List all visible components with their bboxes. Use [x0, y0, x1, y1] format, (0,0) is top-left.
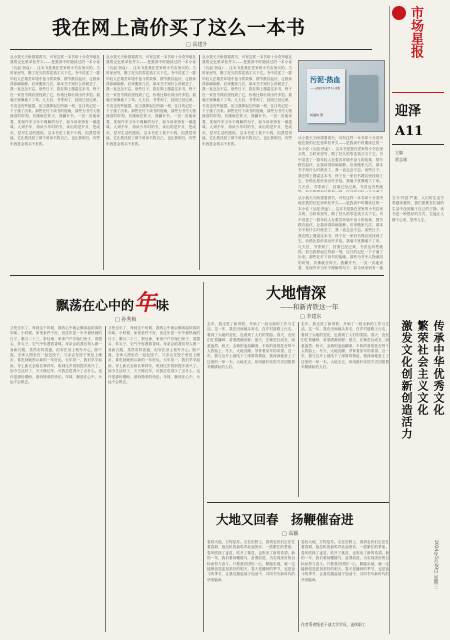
editor-name: 贾志刚 — [395, 157, 407, 162]
book-cover-subtitle: ——全国优秀中学生小说集 — [310, 87, 341, 90]
article1-col1: 从小我天天盼望着看书，可有这样一本书却十分奇突地在我的记忆里牵挂许久——是我高中时期读过的一本小说《污泥·热血》。这本书是我在老家的小书店里买的，当时家里穷，攒了好久的零花钱才买下它。书中讲述了一群年轻人在艰苦环境中奋斗的故事，情节跌宕起伏，让我读得如痴如醉。后来搬家几次，那本书不知什么时候丢了，我一直念念不忘。前些日子，我在网上搜索这本书，终于在一家旧书网店里找到了它，价格比原价高出许多倍。我毫不犹豫地下了单。几天后，书寄到了，封面已经泛黄，书页也有些破损，但当我捧起它的那一刻，往日的记忆一下子涌了出来。那些在灯下读书的夜晚，那些为书中人物流泪的时刻，仿佛就在昨天。我翻开书，一页一页地读着，发现许多当年不理解的句子，如今读来别有一番滋味。人到中年，再读少年时的书，读出的是岁月，是成长，是对生活的感悟。这本书花了我不少钱，但我觉得值。它让我找回了那个爱读书的自己，也让我明白，有些东西是金钱买不来的。 — [10, 55, 100, 146]
page-letter: A — [395, 124, 406, 139]
column-divider — [103, 55, 104, 270]
column-divider — [105, 326, 106, 632]
masthead-char: 市 — [408, 6, 423, 19]
slogan-block — [396, 320, 444, 450]
article2-headline-suffix: 味 — [156, 299, 170, 314]
column-divider — [298, 322, 299, 497]
slogan-line-1: 传承中华优秀文化 — [432, 320, 445, 416]
masthead-logo-icon — [392, 6, 406, 20]
article4-headline: 大地又回春 扬鞭催奋进 — [216, 512, 354, 527]
masthead-char: 场 — [408, 19, 423, 32]
masthead-rule — [392, 92, 444, 93]
book-cover-spine — [307, 69, 345, 123]
column-divider — [203, 282, 204, 632]
column-divider — [298, 540, 299, 632]
article2-col1: 又快过年了，每到这个时候，我的心中就会飘荡起浓浓的年味。小时候，家里条件不好，但过年是一年中最热闹的日子。腊月二十三，祭灶神，家家户户开始扫房子、蒸馒头、炸丸子，空气中弥漫着香味。母亲会给我们每人做一身新衣服，虽然布料普通，但穿在身上格外开心。除夕夜，全家人围坐在一起包饺子，父亲会在饺子里包上硬币，谁吃到就预示新的一年好运。大年初一，我们早早起床，穿上新衣去给长辈拜年，收到压岁钱别提多高兴了。如今生活好了，天天像过年，可我总觉得少了点什么。也许是那份期盼，那份简单的快乐。年味，飘荡在心中，永远不会散去。 — [10, 326, 102, 385]
sidebar-text: 当今'内卷'严重，人们的生活节奏越来越快，我们需要在忙碌的生活中找到属于自己的宁静。读书是一种很好的方式，它能让人静下心来，思考人生。 — [392, 196, 444, 222]
book-cover-title: 污泥·热血 — [310, 75, 341, 84]
article4-signature: 作者系省级老干部大学学员，退休职工 — [301, 622, 366, 627]
article2-byline: □ 孙秀梅 — [115, 317, 137, 323]
editor-label: 主编 — [395, 150, 403, 155]
right-rail-divider — [389, 6, 390, 634]
column-divider — [199, 55, 200, 270]
article1-rule — [10, 49, 372, 50]
book-back — [349, 75, 377, 121]
article4-col2: 春回大地，万物复苏。走在田野上，看到农民们正在忙着春耕，拖拉机的轰鸣声此起彼伏，一派繁忙的景象。春风吹绿了麦苗，吹开了桃花，也吹来了新的希望。新的一年，我们要扬鞭催马，奋勇前进，为实现美好的目标而努力奋斗。只要我们团结一心，脚踏实地，就一定能够创造更加美好的明天。春天是播种的季节，也是奋斗的季节，让我们撸起袖子加油干，共同书写新时代的华美篇章。 — [301, 540, 389, 582]
section-divider — [10, 275, 384, 276]
footer-date: 2024年5月29日 星期三 — [433, 540, 438, 589]
article1-byline: □ 高建升 — [186, 42, 208, 48]
section-name: 迎泽 — [395, 104, 422, 119]
article1-col4: 从小我天天盼望着看书，可有这样一本书却十分奇突地在我的记忆里牵挂许久——是我高中时期读过的一本小说《污泥·热血》。这本书是我在老家的小书店里买的，当时家里穷，攒了好久的零花钱才买下它。书中讲述了一群年轻人在艰苦环境中奋斗的故事，情节跌宕起伏，让我读得如痴如醉。后来搬家几次，那本书不知什么时候丢了，我一直念念不忘。前些日子，我在网上搜索这本书，终于在一家旧书网店里找到了它，价格比原价高出许多倍。我毫不犹豫地下了单。几天后，书寄到了，封面已经泛黄，书页也有些破 — [298, 136, 383, 189]
article4-byline: □ 高颖 — [282, 531, 299, 537]
article1-col2: 从小我天天盼望着看书，可有这样一本书却十分奇突地在我的记忆里牵挂许久——是我高中时期读过的一本小说《污泥·热血》。这本书是我在老家的小书店里买的，当时家里穷，攒了好久的零花钱才买下它。书中讲述了一群年轻人在艰苦环境中奋斗的故事，情节跌宕起伏，让我读得如痴如醉。后来搬家几次，那本书不知什么时候丢了，我一直念念不忘。前些日子，我在网上搜索这本书，终于在一家旧书网店里找到了它，价格比原价高出许多倍。我毫不犹豫地下了单。几天后，书寄到了，封面已经泛黄，书页也有些破损，但当我捧起它的那一刻，往日的记忆一下子涌了出来。那些在灯下读书的夜晚，那些为书中人物流泪的时刻，仿佛就在昨天。我翻开书，一页一页地读着，发现许多当年不理解的句子，如今读来别有一番滋味。人到中年，再读少年时的书，读出的是岁月，是成长，是对生活的感悟。这本书花了我不少钱，但我觉得值。它让我找回了那个爱读书的自己，也让我明白，有些东西是金钱买不来的。 — [106, 55, 196, 146]
article1-col3: 从小我天天盼望着看书，可有这样一本书却十分奇突地在我的记忆里牵挂许久——是我高中时期读过的一本小说《污泥·热血》。这本书是我在老家的小书店里买的，当时家里穷，攒了好久的零花钱才买下它。书中讲述了一群年轻人在艰苦环境中奋斗的故事，情节跌宕起伏，让我读得如痴如醉。后来搬家几次，那本书不知什么时候丢了，我一直念念不忘。前些日子，我在网上搜索这本书，终于在一家旧书网店里找到了它，价格比原价高出许多倍。我毫不犹豫地下了单。几天后，书寄到了，封面已经泛黄，书页也有些破损，但当我捧起它的那一刻，往日的记忆一下子涌了出来。那些在灯下读书的夜晚，那些为书中人物流泪的时刻，仿佛就在昨天。我翻开书，一页一页地读着，发现许多当年不理解的句子，如今读来别有一番滋味。人到中年，再读少年时的书，读出的是岁月，是成长，是对生活的感悟。这本书花了我不少钱，但我觉得值。它让我找回了那个爱读书的自己，也让我明白，有些东西是金钱买不来的。 — [202, 55, 292, 146]
article3-headline: 大地情深 — [266, 284, 327, 302]
article1-col5: 从小我天天盼望着看书，可有这样一本书却十分奇突地在我的记忆里牵挂许久——是我高中时期读过的一本小说《污泥·热血》。这本书是我在老家的小书店里买的，当时家里穷，攒了好久的零花钱才买下它。书中讲述了一群年轻人在艰苦环境中奋斗的故事，情节跌宕起伏，让我读得如痴如醉。后来搬家几次，那本书不知什么时候丢了，我一直念念不忘。前些日子，我在网上搜索这本书，终于在一家旧书网店里找到了它，价格比原价高出许多倍。我毫不犹豫地下了单。几天后，书寄到了，封面已经泛黄，书页也有些破损，但当我捧起它的那一刻，往日的记忆一下子涌了出来。那些在灯下读书的夜晚，那些为书中人物流泪的时刻，仿佛就在昨天。我翻开书，一页一页地读着，发现许多当年不理解的句子，如今读来别有一番 — [298, 196, 383, 270]
article3-subtitle: ——和新青铁这一年 — [280, 303, 339, 311]
masthead-char: 报 — [408, 45, 423, 58]
masthead-title — [408, 6, 422, 58]
article2-headline-big: 年 — [134, 290, 157, 316]
article4-col1: 春回大地，万物复苏。走在田野上，看到农民们正在忙着春耕，拖拉机的轰鸣声此起彼伏，一派繁忙的景象。春风吹绿了麦苗，吹开了桃花，也吹来了新的希望。新的一年，我们要扬鞭催马，奋勇前进，为实现美好的目标而努力奋斗。只要我们团结一心，脚踏实地，就一定能够创造更加美好的明天。春天是播种的季节，也是奋斗的季节，让我们撸起袖子加油干，共同书写新时代的华美篇章。 — [207, 540, 295, 582]
book-cover-author: 杨福林 著 — [310, 113, 323, 117]
article2-col2: 又快过年了，每到这个时候，我的心中就会飘荡起浓浓的年味。小时候，家里条件不好，但过年是一年中最热闹的日子。腊月二十三，祭灶神，家家户户开始扫房子、蒸馒头、炸丸子，空气中弥漫着香味。母亲会给我们每人做一身新衣服，虽然布料普通，但穿在身上格外开心。除夕夜，全家人围坐在一起包饺子，父亲会在饺子里包上硬币，谁吃到就预示新的一年好运。大年初一，我们早早起床，穿上新衣去给长辈拜年，收到压岁钱别提多高兴了。如今生活好了，天天像过年，可我总觉得少了点什么。也许是那份期盼，那份简单的快乐。年味，飘荡在心中，永远不会散去。 — [108, 326, 200, 385]
slogan-line-2: 繁荣社会主义文化 — [416, 320, 429, 416]
section-divider — [207, 502, 389, 503]
page-number: 11 — [405, 124, 424, 139]
article3-byline: □ 李建东 — [300, 314, 322, 320]
article3-col2: 去年，我走进了新青铁，开始了一段全新的工作与生活。这一年，我在田间地头奔走，在乡村道路上行走，看到了大地的变化，也看到了人们的笑脸。春天，农民们忙着播种，希望洒满田野；夏天，庄稼茁壮成长，绿意盎然；秋天，金黄的麦浪翻滚，丰收的喜悦挂在每个人的脸上；冬天，大地沉睡，孕育着来年的希望。这一年，我与这片土地结下了深厚的情谊，我深深地爱上了这里的一草一木。大地无言，却用最朴实的方式回报着辛勤耕耘的人们。 — [301, 322, 389, 370]
article2-headline-prefix: 飘荡在心中的 — [56, 299, 135, 314]
slogan-line-3: 激发文化创新创造活力 — [400, 320, 413, 440]
book-cover-image — [298, 60, 385, 132]
article2-headline — [56, 286, 169, 317]
masthead — [392, 6, 447, 90]
article3-col1: 去年，我走进了新青铁，开始了一段全新的工作与生活。这一年，我在田间地头奔走，在乡村道路上行走，看到了大地的变化，也看到了人们的笑脸。春天，农民们忙着播种，希望洒满田野；夏天，庄稼茁壮成长，绿意盎然；秋天，金黄的麦浪翻滚，丰收的喜悦挂在每个人的脸上；冬天，大地沉睡，孕育着来年的希望。这一年，我与这片土地结下了深厚的情谊，我深深地爱上了这里的一草一木。大地无言，却用最朴实的方式回报着辛勤耕耘的人们。 — [207, 322, 295, 370]
page-number-box — [395, 120, 439, 140]
article1-headline: 我在网上高价买了这么一本书 — [52, 17, 306, 39]
masthead-char: 星 — [408, 32, 423, 45]
masthead-rule-bottom — [392, 144, 444, 145]
